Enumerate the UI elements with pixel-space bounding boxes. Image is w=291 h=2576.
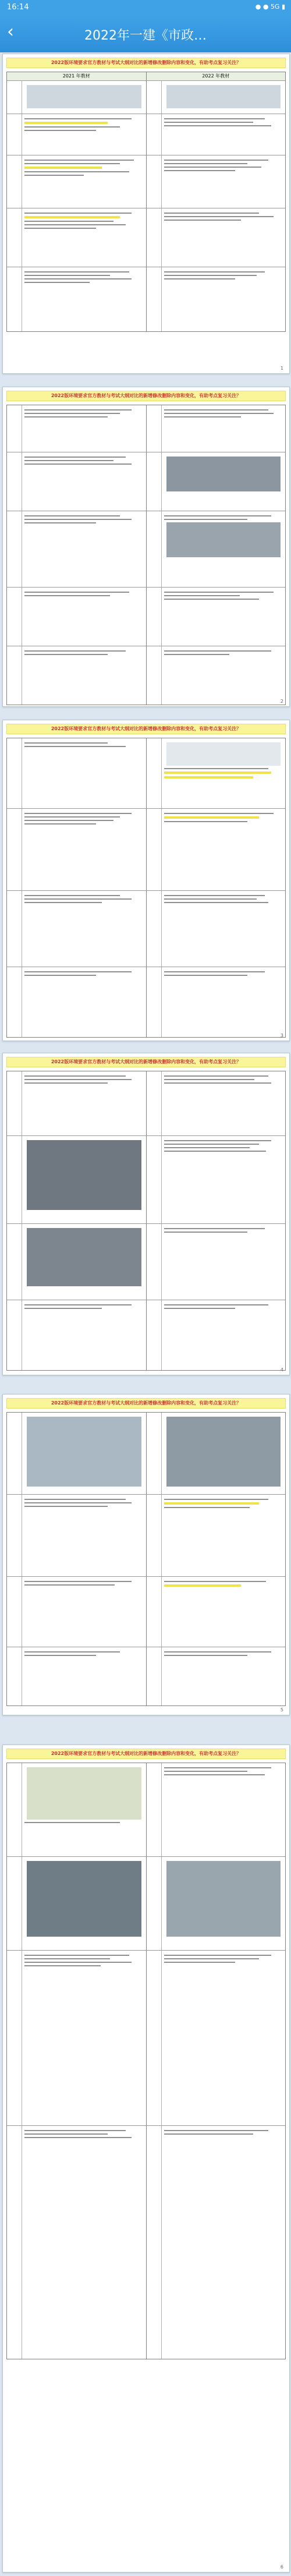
- table-row: [7, 967, 285, 1037]
- row-label: [7, 267, 22, 331]
- table-row: [7, 646, 285, 705]
- table-row: [7, 1857, 285, 1951]
- table-row: [7, 1951, 285, 2126]
- table-image: [27, 1140, 141, 1210]
- row-label: [147, 114, 162, 155]
- document-page[interactable]: [2, 1053, 290, 1375]
- table-row: [7, 2126, 285, 2359]
- page-banner: 2022版环境要求官方教材与考试大纲对比的新增修改删除内容和变化，有助考点复习关注？: [6, 1398, 286, 1409]
- table-image: [27, 1228, 141, 1286]
- table-row: [7, 1136, 285, 1224]
- back-arrow-icon[interactable]: ‹: [7, 22, 14, 42]
- comparison-table: [6, 1412, 286, 1706]
- page-banner: 2022版环境要求官方教材与考试大纲对比的新增修改删除内容和变化，有助考点复习关注？: [6, 58, 286, 68]
- page-number: 4: [280, 1367, 283, 1372]
- page-title: 2022年一建《市政…: [84, 29, 207, 43]
- document-page[interactable]: [2, 387, 290, 707]
- table-row: [7, 809, 285, 891]
- status-icons: ● ● 5G ▮: [255, 3, 285, 10]
- table-image: [166, 742, 281, 766]
- row-label: [7, 81, 22, 114]
- table-image: [166, 1417, 281, 1487]
- row-label: [7, 114, 22, 155]
- document-page[interactable]: [2, 1394, 290, 1715]
- table-image: [27, 1417, 141, 1487]
- document-page[interactable]: [2, 720, 290, 1041]
- table-row: [7, 114, 285, 155]
- row-label: [147, 208, 162, 267]
- table-image: [166, 522, 281, 557]
- page-number: 2: [280, 699, 283, 704]
- page-number: 6: [280, 2564, 283, 2570]
- document-page[interactable]: [2, 1745, 290, 2573]
- status-bar: [0, 0, 291, 15]
- page-number: 3: [280, 1033, 283, 1038]
- table-image: [166, 1861, 281, 1937]
- page-banner: 2022版环境要求官方教材与考试大纲对比的新增修改删除内容和变化，有助考点复习关注？: [6, 391, 286, 401]
- table-row: [7, 208, 285, 267]
- page-banner: 2022版环境要求官方教材与考试大纲对比的新增修改删除内容和变化，有助考点复习关注？: [6, 1057, 286, 1067]
- comparison-table: [6, 405, 286, 705]
- table-image: [166, 85, 281, 108]
- table-row: [7, 511, 285, 588]
- table-row: [7, 1495, 285, 1577]
- comparison-table: [6, 738, 286, 1038]
- table-header-row: [7, 72, 285, 81]
- comparison-table: [6, 1071, 286, 1371]
- row-label: [147, 81, 162, 114]
- header-cell-new: 2022 年教材: [146, 72, 286, 80]
- table-row: [7, 1413, 285, 1495]
- table-row: [7, 738, 285, 809]
- table-image: [27, 1767, 141, 1820]
- document-page[interactable]: [2, 54, 290, 374]
- table-image: [166, 457, 281, 491]
- table-row: [7, 1071, 285, 1136]
- header-cell-old: 2021 年教材: [62, 73, 90, 79]
- row-label: [7, 155, 22, 208]
- table-image: [27, 85, 141, 108]
- table-row: [7, 1763, 285, 1857]
- table-row: [7, 1224, 285, 1300]
- page-banner: 2022版环境要求官方教材与考试大纲对比的新增修改删除内容和变化，有助考点复习关注？: [6, 1749, 286, 1759]
- table-row: [7, 405, 285, 452]
- table-row: [7, 588, 285, 646]
- page-number: 5: [280, 1707, 283, 1712]
- status-time: 16:14: [7, 3, 29, 12]
- table-row: [7, 1300, 285, 1370]
- table-row: [7, 81, 285, 114]
- table-image: [27, 1861, 141, 1937]
- table-row: [7, 452, 285, 511]
- table-row: [7, 155, 285, 208]
- page-banner: 2022版环境要求官方教材与考试大纲对比的新增修改删除内容和变化，有助考点复习关注？: [6, 724, 286, 734]
- table-row: [7, 1647, 285, 1705]
- table-row: [7, 891, 285, 967]
- comparison-table: [6, 1763, 286, 2359]
- table-row: [7, 267, 285, 331]
- comparison-table: [6, 72, 286, 332]
- page-number: 1: [280, 366, 283, 371]
- nav-bar: [0, 15, 291, 52]
- row-label: [147, 155, 162, 208]
- row-label: [7, 208, 22, 267]
- table-row: [7, 1577, 285, 1647]
- row-label: [147, 267, 162, 331]
